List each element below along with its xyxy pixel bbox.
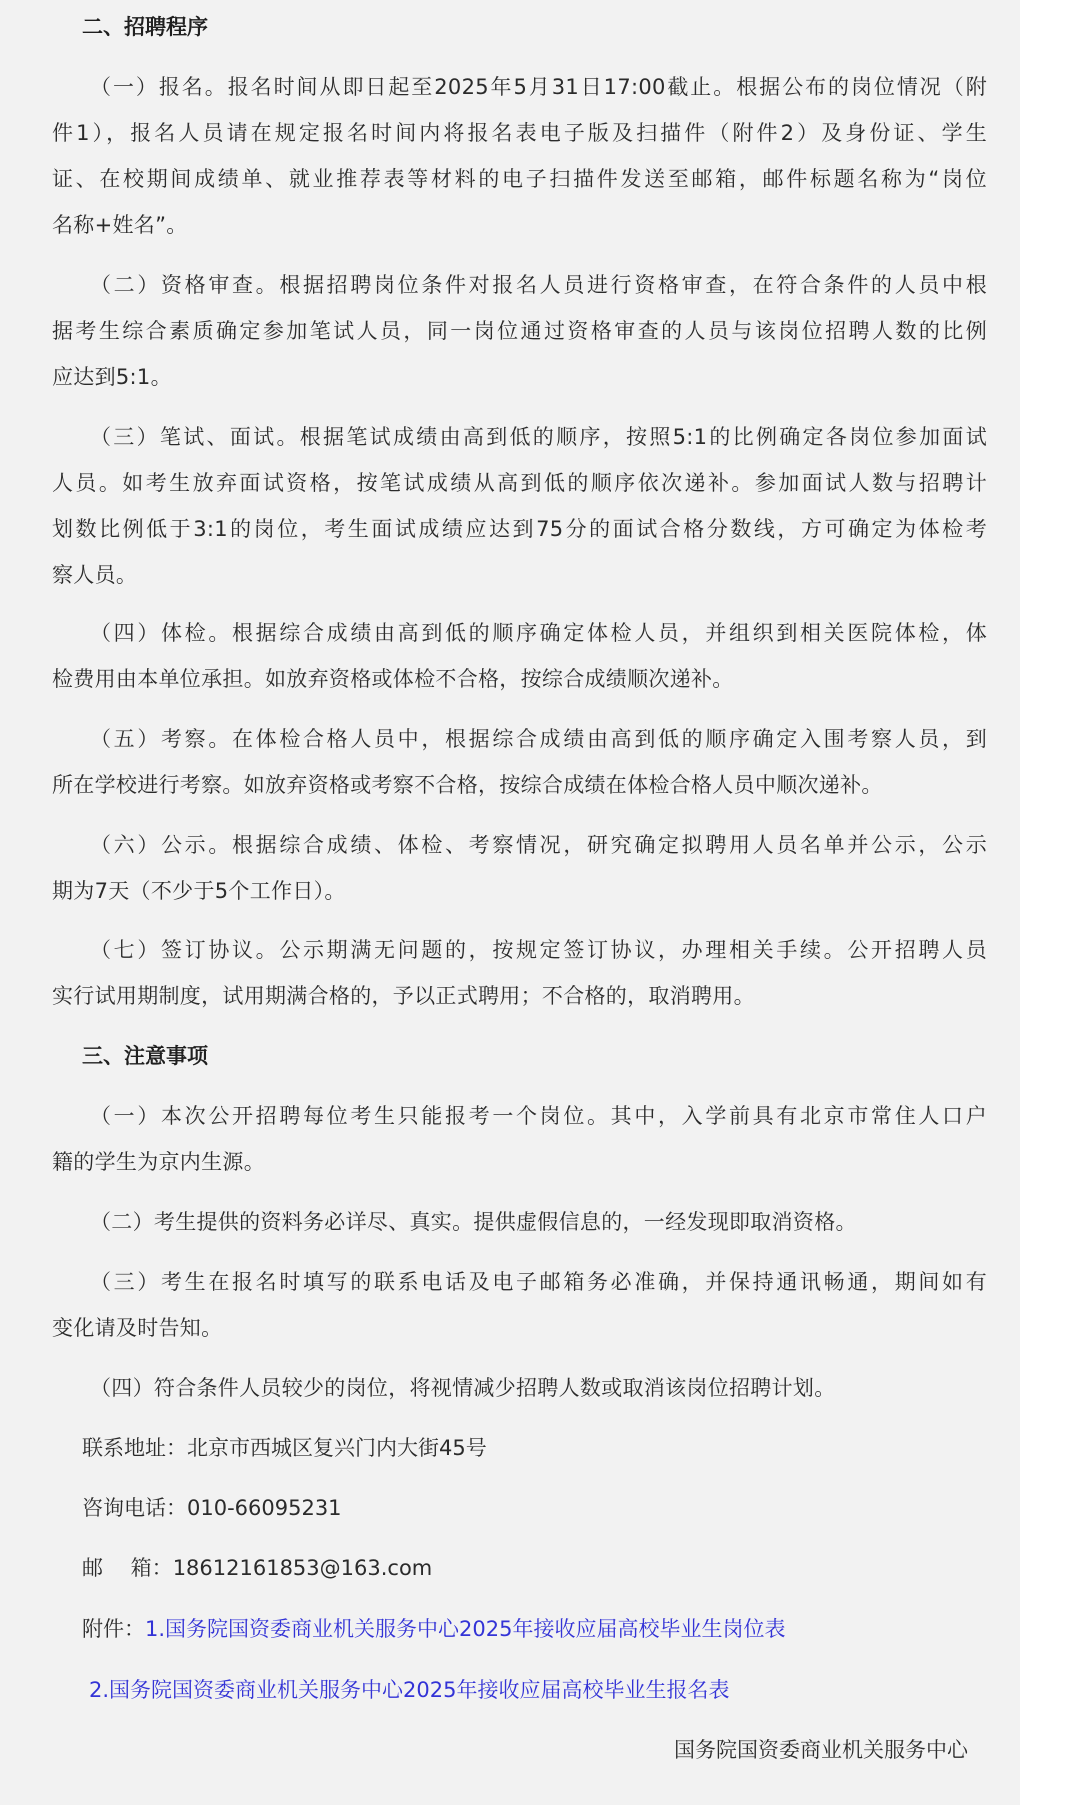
paragraph-line: （五）考察。在体检合格人员中，根据综合成绩由高到低的顺序确定入围考察人员，到 — [90, 727, 987, 751]
paragraph-line: 划数比例低于3:1的岗位，考生面试成绩应达到75分的面试合格分数线，方可确定为体检考 — [52, 517, 987, 541]
paragraph-line: 应达到5:1。 — [52, 365, 172, 389]
paragraph-line: 籍的学生为京内生源。 — [52, 1150, 265, 1174]
paragraph-line: 证、在校期间成绩单、就业推荐表等材料的电子扫描件发送至邮箱，邮件标题名称为“岗位 — [52, 167, 987, 191]
contact-email — [82, 1553, 432, 1583]
signature-organization: 国务院国资委商业机关服务中心 — [674, 1738, 968, 1762]
attachment-link-position-table[interactable]: 1.国务院国资委商业机关服务中心2025年接收应届高校毕业生岗位表 — [145, 1617, 786, 1641]
attachment-second-line — [89, 1675, 729, 1705]
contact-phone-label: 咨询电话： — [82, 1496, 187, 1520]
paragraph-line: 据考生综合素质确定参加笔试人员，同一岗位通过资格审查的人员与该岗位招聘人数的比例 — [52, 319, 987, 343]
paragraph-line: （一）报名。报名时间从即日起至2025年5月31日17:00截止。根据公布的岗位情况（附 — [90, 75, 987, 99]
paragraph-line: （三）考生在报名时填写的联系电话及电子邮箱务必准确，并保持通讯畅通，期间如有 — [90, 1270, 987, 1294]
paragraph-line: 检费用由本单位承担。如放弃资格或体检不合格，按综合成绩顺次递补。 — [52, 667, 734, 691]
section-heading-recruitment-procedure: 二、招聘程序 — [82, 15, 208, 39]
paragraph-line: （二）资格审查。根据招聘岗位条件对报名人员进行资格审查，在符合条件的人员中根 — [90, 273, 987, 297]
contact-email-value: 18612161853@163.com — [172, 1556, 433, 1580]
attachments-label: 附件： — [82, 1617, 145, 1641]
paragraph-line: 变化请及时告知。 — [52, 1316, 223, 1340]
paragraph-line: 人员。如考生放弃面试资格，按笔试成绩从高到低的顺序依次递补。参加面试人数与招聘计 — [52, 471, 987, 495]
paragraph-line: 所在学校进行考察。如放弃资格或考察不合格，按综合成绩在体检合格人员中顺次递补。 — [52, 773, 883, 797]
paragraph-line: 实行试用期制度，试用期满合格的，予以正式聘用；不合格的，取消聘用。 — [52, 984, 755, 1008]
paragraph-line: 件1），报名人员请在规定报名时间内将报名表电子版及扫描件（附件2）及身份证、学生 — [52, 121, 987, 145]
paragraph-line: （六）公示。根据综合成绩、体检、考察情况，研究确定拟聘用人员名单并公示，公示 — [90, 833, 987, 857]
contact-phone-value: 010-66095231 — [187, 1496, 342, 1520]
paragraph-line: （四）符合条件人员较少的岗位，将视情减少招聘人数或取消该岗位招聘计划。 — [90, 1376, 836, 1400]
paragraph-line: （三）笔试、面试。根据笔试成绩由高到低的顺序，按照5:1的比例确定各岗位参加面试 — [90, 425, 987, 449]
paragraph-line: （二）考生提供的资料务必详尽、真实。提供虚假信息的，一经发现即取消资格。 — [90, 1210, 857, 1234]
paragraph-line: （一）本次公开招聘每位考生只能报考一个岗位。其中，入学前具有北京市常住人口户 — [90, 1104, 987, 1128]
attachment-link-application-form[interactable]: 2.国务院国资委商业机关服务中心2025年接收应届高校毕业生报名表 — [89, 1678, 730, 1702]
paragraph-line: 察人员。 — [52, 563, 138, 587]
contact-email-label: 邮 箱： — [82, 1556, 173, 1580]
paragraph-line: 名称+姓名”。 — [52, 213, 188, 237]
contact-address-value: 北京市西城区复兴门内大街45号 — [187, 1436, 487, 1460]
section-heading-notes: 三、注意事项 — [82, 1044, 208, 1068]
paragraph-line: （七）签订协议。公示期满无问题的，按规定签订协议，办理相关手续。公开招聘人员 — [90, 938, 987, 962]
attachments-line — [82, 1614, 785, 1644]
paragraph-line: （四）体检。根据综合成绩由高到低的顺序确定体检人员，并组织到相关医院体检，体 — [90, 621, 987, 645]
contact-phone — [82, 1493, 342, 1523]
contact-address-label: 联系地址： — [82, 1436, 187, 1460]
contact-address — [82, 1433, 487, 1463]
paragraph-line: 期为7天（不少于5个工作日）。 — [52, 879, 346, 903]
